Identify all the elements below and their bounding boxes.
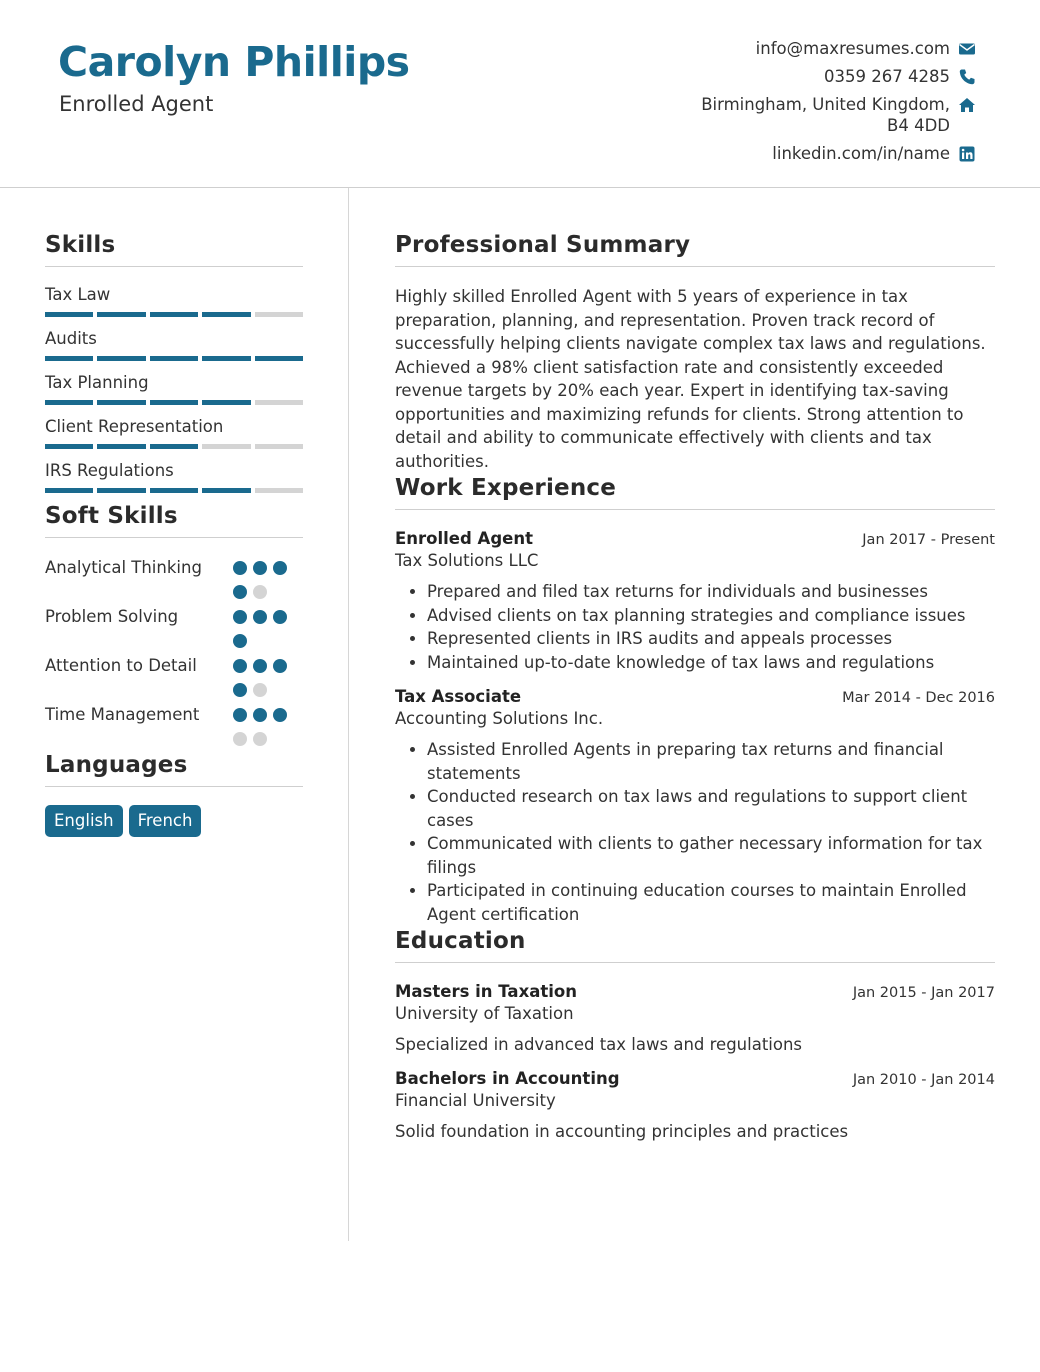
- languages-section: [45, 752, 303, 837]
- skill-level-bar: [45, 356, 303, 361]
- soft-skill-item: [45, 605, 303, 648]
- rating-dot: [233, 683, 247, 697]
- job-bullet: • Represented clients in IRS audits and appeals processes: [427, 627, 995, 651]
- education-header: [395, 1068, 995, 1090]
- rating-dot: [273, 659, 287, 673]
- soft-skill-item: [45, 703, 303, 746]
- job-entry: [395, 528, 995, 674]
- phone-icon: [958, 68, 976, 86]
- skill-level-segment: [150, 312, 198, 317]
- job-date: Jan 2017 - Present: [862, 532, 995, 548]
- skill-level-segment: [202, 356, 250, 361]
- rating-dot: [233, 610, 247, 624]
- job-bullet: • Conducted research on tax laws and regulations to support client cases: [427, 785, 995, 832]
- skill-level-segment: [97, 312, 145, 317]
- skill-level-segment: [202, 488, 250, 493]
- skill-level-bar: [45, 400, 303, 405]
- job-bullets: [395, 738, 995, 926]
- rating-dot: [253, 732, 267, 746]
- skill-name: Tax Law: [45, 285, 111, 304]
- skill-name: IRS Regulations: [45, 461, 174, 480]
- job-title: Tax Associate: [395, 687, 522, 706]
- skill-item: [45, 285, 303, 317]
- rating-dot: [233, 708, 247, 722]
- education-entry: [395, 1068, 995, 1143]
- experience-section: [395, 475, 995, 926]
- skills-title: Skills: [45, 232, 303, 267]
- education-header: [395, 981, 995, 1003]
- skill-name: Tax Planning: [45, 373, 149, 392]
- rating-dot: [253, 610, 267, 624]
- skill-name: Audits: [45, 329, 97, 348]
- rating-dot: [253, 683, 267, 697]
- skill-level-segment: [150, 356, 198, 361]
- skill-name: Client Representation: [45, 417, 224, 436]
- contact-phone[interactable]: [656, 66, 976, 87]
- education-list: [395, 981, 995, 1143]
- phone-text: 0359 267 4285: [824, 67, 950, 86]
- soft-skills-list: [45, 556, 303, 746]
- right-column: [395, 232, 995, 1143]
- language-badge: French: [129, 805, 202, 837]
- rating-dot: [253, 561, 267, 575]
- candidate-title: Enrolled Agent: [59, 92, 214, 116]
- skill-item: [45, 417, 303, 449]
- skill-level-segment: [255, 400, 303, 405]
- contact-linkedin[interactable]: [656, 143, 976, 164]
- job-bullets: [395, 580, 995, 674]
- skill-level-segment: [255, 488, 303, 493]
- summary-text: Highly skilled Enrolled Agent with 5 years of experience in tax preparation, planning, and representation. Proven track record of successfully helping clients navigate complex tax laws and regulations. Achieved a 98% client satisfaction rate and consistently exceeded revenue targets by 20% each year. Expert in identifying tax-saving opportunities and maximizing refunds for clients. Strong attention to detail and ability to communicate effectively with clients and tax authorities.: [395, 287, 986, 471]
- soft-skill-name: Attention to Detail: [45, 656, 197, 675]
- candidate-name: Carolyn Phillips: [58, 38, 410, 86]
- left-column: [45, 232, 303, 837]
- summary-section: [395, 232, 995, 473]
- job-date: Mar 2014 - Dec 2016: [842, 690, 995, 706]
- contact-address: [656, 94, 976, 136]
- skill-level-segment: [202, 400, 250, 405]
- skill-level-segment: [45, 444, 93, 449]
- job-company: Accounting Solutions Inc.: [395, 709, 604, 728]
- job-entry: [395, 686, 995, 926]
- soft-skill-rating: [233, 605, 303, 648]
- school-name: Financial University: [395, 1091, 556, 1110]
- skill-level-segment: [45, 400, 93, 405]
- job-company: Tax Solutions LLC: [395, 551, 539, 570]
- education-description: Solid foundation in accounting principles and practices: [395, 1122, 849, 1141]
- column-divider: [348, 188, 349, 1241]
- rating-dot: [253, 708, 267, 722]
- education-date: Jan 2015 - Jan 2017: [852, 985, 995, 1001]
- summary-title: Professional Summary: [395, 232, 995, 267]
- skill-level-bar: [45, 444, 303, 449]
- job-bullet: • Maintained up-to-date knowledge of tax laws and regulations: [427, 651, 995, 675]
- skill-level-bar: [45, 488, 303, 493]
- education-date: Jan 2010 - Jan 2014: [852, 1072, 995, 1088]
- skill-item: [45, 461, 303, 493]
- contact-block: [656, 38, 976, 171]
- home-icon: [958, 96, 976, 114]
- rating-dot: [233, 732, 247, 746]
- address-text: Birmingham, United Kingdom, B4 4DD: [701, 95, 950, 135]
- rating-dot: [233, 585, 247, 599]
- skill-item: [45, 373, 303, 405]
- soft-skill-name: Problem Solving: [45, 607, 179, 626]
- rating-dot: [233, 561, 247, 575]
- soft-skill-rating: [233, 654, 303, 697]
- skill-level-segment: [255, 444, 303, 449]
- rating-dot: [273, 708, 287, 722]
- resume-header: [0, 0, 1040, 188]
- skill-level-segment: [97, 444, 145, 449]
- soft-skill-rating: [233, 556, 303, 599]
- skill-level-segment: [97, 400, 145, 405]
- skill-level-segment: [97, 356, 145, 361]
- language-badge: English: [45, 805, 123, 837]
- job-header: [395, 528, 995, 550]
- job-bullet: • Prepared and filed tax returns for individuals and businesses: [427, 580, 995, 604]
- skill-level-segment: [45, 488, 93, 493]
- degree-title: Bachelors in Accounting: [395, 1069, 620, 1088]
- skill-level-segment: [97, 488, 145, 493]
- linkedin-icon: [958, 145, 976, 163]
- skills-section: [45, 232, 303, 493]
- soft-skill-item: [45, 654, 303, 697]
- envelope-icon: [958, 40, 976, 58]
- experience-title: Work Experience: [395, 475, 995, 510]
- soft-skill-name: Analytical Thinking: [45, 558, 202, 577]
- skill-level-segment: [202, 444, 250, 449]
- education-section: [395, 928, 995, 1143]
- soft-skill-rating: [233, 703, 303, 746]
- soft-skill-name: Time Management: [45, 705, 200, 724]
- degree-title: Masters in Taxation: [395, 982, 577, 1001]
- skill-level-segment: [150, 488, 198, 493]
- skill-level-segment: [202, 312, 250, 317]
- skills-list: [45, 285, 303, 493]
- languages-list: [45, 805, 303, 837]
- job-header: [395, 686, 995, 708]
- skill-level-segment: [45, 356, 93, 361]
- job-title: Enrolled Agent: [395, 529, 533, 548]
- education-description: Specialized in advanced tax laws and regulations: [395, 1035, 803, 1054]
- linkedin-text: linkedin.com/in/name: [772, 144, 950, 163]
- skill-level-bar: [45, 312, 303, 317]
- soft-skills-section: [45, 503, 303, 746]
- skill-level-segment: [150, 444, 198, 449]
- jobs-list: [395, 528, 995, 926]
- job-bullet: • Communicated with clients to gather necessary information for tax filings: [427, 832, 995, 879]
- skill-level-segment: [255, 356, 303, 361]
- rating-dot: [273, 610, 287, 624]
- school-name: University of Taxation: [395, 1004, 574, 1023]
- education-entry: [395, 981, 995, 1056]
- job-bullet: • Assisted Enrolled Agents in preparing tax returns and financial statements: [427, 738, 995, 785]
- skill-item: [45, 329, 303, 361]
- skill-level-segment: [150, 400, 198, 405]
- rating-dot: [233, 634, 247, 648]
- soft-skills-title: Soft Skills: [45, 503, 303, 538]
- skill-level-segment: [45, 312, 93, 317]
- job-bullet: • Advised clients on tax planning strategies and compliance issues: [427, 604, 995, 628]
- job-bullet: • Participated in continuing education courses to maintain Enrolled Agent certification: [427, 879, 995, 926]
- soft-skill-item: [45, 556, 303, 599]
- rating-dot: [253, 585, 267, 599]
- email-text: info@maxresumes.com: [755, 39, 950, 58]
- rating-dot: [253, 659, 267, 673]
- education-title: Education: [395, 928, 995, 963]
- languages-title: Languages: [45, 752, 303, 787]
- rating-dot: [273, 561, 287, 575]
- rating-dot: [233, 659, 247, 673]
- skill-level-segment: [255, 312, 303, 317]
- contact-email[interactable]: [656, 38, 976, 59]
